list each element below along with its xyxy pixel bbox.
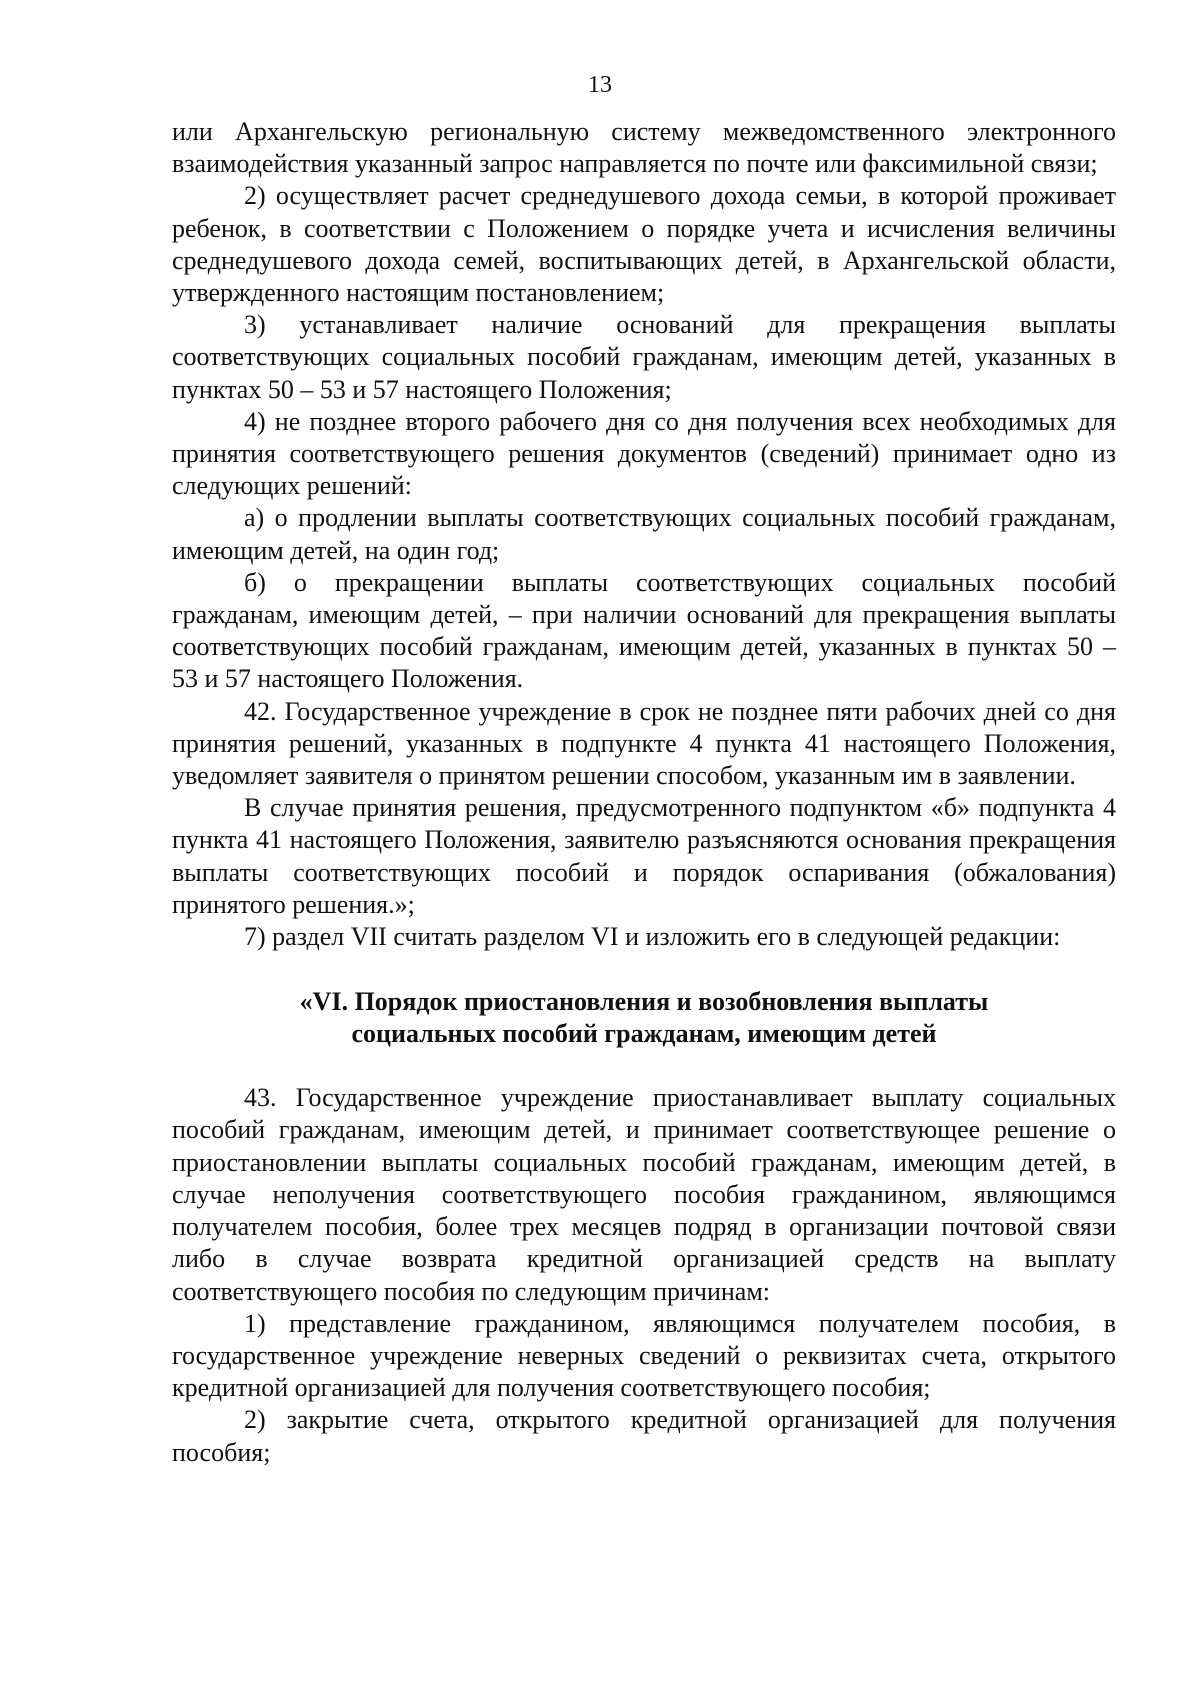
paragraph: 3) устанавливает наличие оснований для прекращения выплаты соответствующих социальных пособий гражданам, имеющим детей, указанных в пунктах 50 – 53 и 57 настоящего Положения;: [172, 310, 1116, 404]
paragraph: В случае принятия решения, предусмотренного подпунктом «б» подпункта 4 пункта 41 настоящего Положения, заявителю разъясняются основания прекращения выплаты соответствующих пособий и порядок оспаривания (обжалования) принятого решения.»;: [172, 793, 1116, 919]
paragraph: а) о продлении выплаты соответствующих социальных пособий гражданам, имеющим детей, на один год;: [172, 503, 1116, 565]
section-heading-line: социальных пособий гражданам, имеющим детей: [351, 1019, 937, 1049]
paragraph: 2) закрытие счета, открытого кредитной организацией для получения пособия;: [172, 1405, 1116, 1467]
paragraph: 2) осуществляет расчет среднедушевого дохода семьи, в которой проживает ребенок, в соответствии с Положением о порядке учета и исчисления величины среднедушевого дохода семей, воспитывающих детей, в Архангельской области, утвержденного настоящим постановлением;: [172, 181, 1116, 308]
paragraph: или Архангельскую региональную систему межведомственного электронного взаимодействия указанный запрос направляется по почте или факсимильной связи;: [172, 117, 1116, 179]
paragraph: б) о прекращении выплаты соответствующих социальных пособий гражданам, имеющим детей, – при наличии оснований для прекращения выплаты соответствующих пособий гражданам, имеющим детей, указанных в пунктах 50 – 53 и 57 настоящего Положения.: [172, 567, 1116, 694]
document-body: [172, 116, 1116, 1469]
page-number: 13: [588, 72, 612, 98]
paragraph: 7) раздел VII считать разделом VI и изложить его в следующей редакции:: [244, 922, 1061, 952]
section-heading: [172, 986, 1116, 1050]
paragraph: 4) не позднее второго рабочего дня со дня получения всех необходимых для принятия соответствующего решения документов (сведений) принимает одно из следующих решений:: [172, 406, 1116, 501]
section-heading-line: «VI. Порядок приостановления и возобновления выплаты: [299, 987, 989, 1017]
paragraph: 1) представление гражданином, являющимся получателем пособия, в государственное учреждение неверных сведений о реквизитах счета, открытого кредитной организацией для получения соответствующего пособия;: [172, 1308, 1116, 1403]
paragraph: 43. Государственное учреждение приостанавливает выплату социальных пособий гражданам, имеющим детей, и принимает соответствующее решение о приостановлении выплаты социальных пособий гражданам, имеющим детей, в случае неполучения соответствующего пособия гражданином, являющимся получателем пособия, более трех месяцев подряд в организации почтовой связи либо в случае возврата кредитной организацией средств на выплату соответствующего пособия по следующим причинам:: [172, 1083, 1116, 1306]
paragraph: 42. Государственное учреждение в срок не позднее пяти рабочих дней со дня принятия решений, указанных в подпункте 4 пункта 41 настоящего Положения, уведомляет заявителя о принятом решении способом, указанным им в заявлении.: [172, 696, 1116, 791]
